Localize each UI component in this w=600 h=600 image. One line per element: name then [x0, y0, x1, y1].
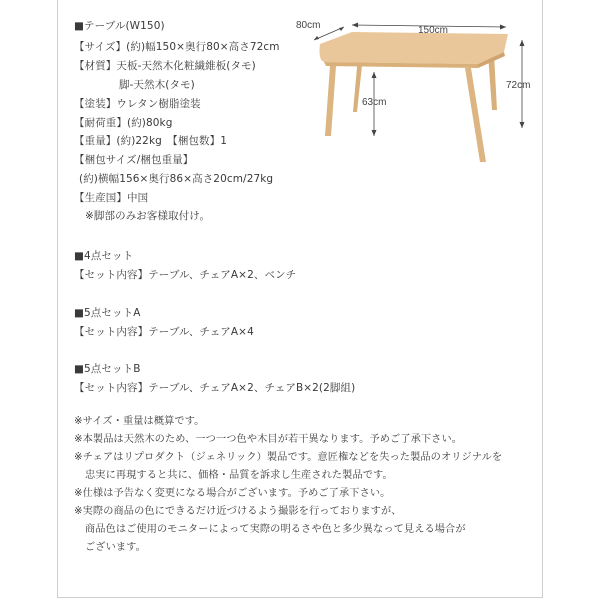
table-leg-front-left — [325, 66, 336, 136]
table-leg-front-right — [465, 68, 486, 162]
height-arrow-end — [520, 122, 525, 128]
set-1-content: 【セット内容】テーブル、チェアA×2、ベンチ — [74, 269, 297, 281]
spec-package-label: 【梱包サイズ/梱包重量】 — [74, 154, 194, 166]
set-2-content: 【セット内容】テーブル、チェアA×4 — [74, 326, 254, 338]
note-4: ※仕様は予告なく変更になる場合がございます。予めご了承下さい。 — [74, 488, 391, 499]
spec-package-value: (約)横幅156×奥行86×高さ20cm/27kg — [79, 173, 274, 185]
table-illustration — [300, 16, 540, 176]
spec-title: ■テーブル(W150) — [74, 20, 165, 32]
spec-size: 【サイズ】(約)幅150×奥行80×高さ72cm — [74, 41, 280, 53]
set-1-title: ■4点セット — [74, 250, 134, 262]
spec-coating: 【塗装】ウレタン樹脂塗装 — [74, 98, 201, 110]
note-3-cont: 忠実に再現すると共に、価格・品質を訴求し生産された製品です。 — [85, 470, 393, 481]
width-arrow-end — [500, 25, 506, 30]
depth-arrow-end — [339, 27, 344, 31]
spec-weight: 【重量】(約)22kg 【梱包数】1 — [74, 135, 228, 147]
depth-dimension-label: 80cm — [296, 20, 321, 31]
clearance-arrow-start — [372, 72, 377, 78]
spec-origin: 【生産国】中国 — [74, 192, 149, 204]
note-2: ※本製品は天然木のため、一つ一つ色や木目が若干異なります。予めご了承下さい。 — [74, 434, 463, 445]
set-2-title: ■5点セットA — [74, 307, 141, 319]
note-5-cont2: ございます。 — [85, 542, 146, 553]
note-5: ※実際の商品の色にできるだけ近づけるよう撮影を行っておりますが、 — [74, 506, 402, 517]
set-3-title: ■5点セットB — [74, 363, 141, 375]
note-5-cont1: 商品色はご使用のモニターによって実際の明るさや色と多少異なって見える場合が — [85, 524, 466, 535]
clearance-arrow-end — [372, 130, 377, 136]
width-dimension-label: 150cm — [418, 25, 449, 36]
height-dimension-label: 72cm — [506, 80, 531, 91]
table-top — [320, 32, 509, 64]
spec-material-top: 【材質】天板-天然木化粧繊維板(タモ) — [74, 60, 256, 72]
spec-load: 【耐荷重】(約)80kg — [74, 117, 173, 129]
spec-assembly-note: ※脚部のみお客様取付け。 — [85, 210, 211, 222]
height-arrow-start — [520, 40, 525, 46]
width-arrow-start — [352, 23, 358, 28]
note-3: ※チェアはリプロダクト（ジェネリック）製品です。意匠権などを失った製品のオリジナルを — [74, 452, 503, 463]
note-1: ※サイズ・重量は概算です。 — [74, 416, 205, 427]
clearance-dimension-label: 63cm — [362, 97, 387, 108]
spec-material-leg: 脚-天然木(タモ) — [119, 79, 195, 91]
set-3-content: 【セット内容】テーブル、チェアA×2、チェアB×2(2脚組) — [74, 382, 356, 394]
depth-arrow-start — [314, 36, 319, 40]
